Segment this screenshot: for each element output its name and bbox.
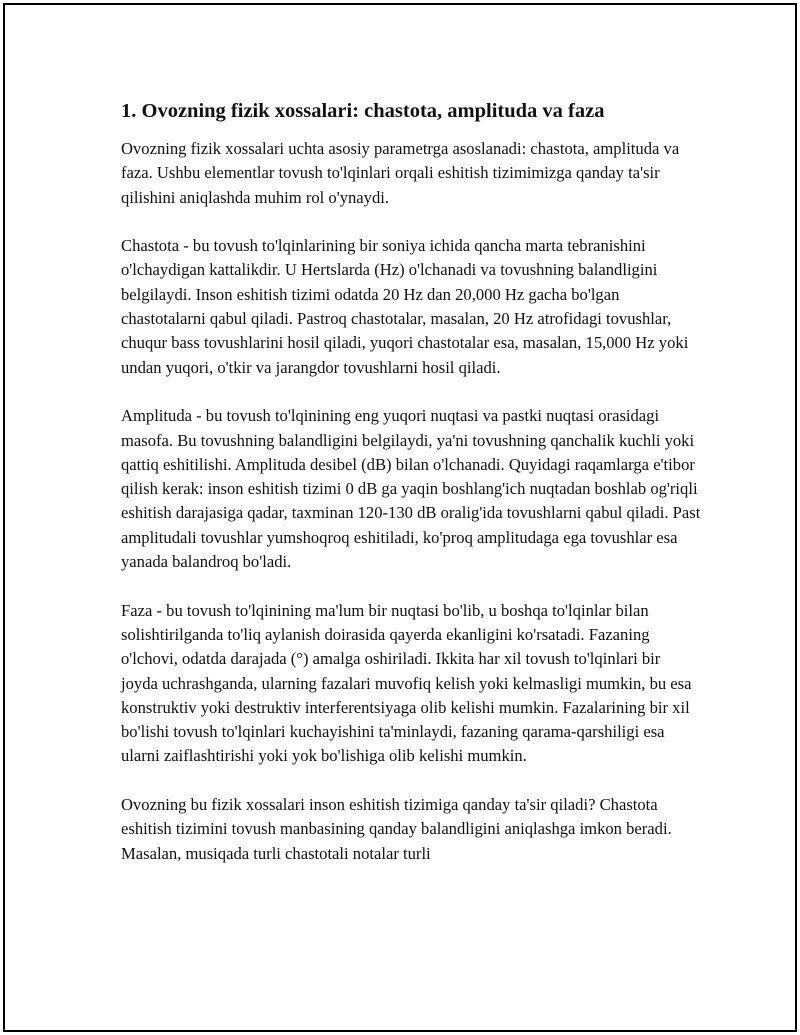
document-body bbox=[121, 97, 701, 890]
paragraph-amplitude: Amplituda - bu tovush to'lqinining eng yuqori nuqtasi va pastki nuqtasi orasidagi masofa. Bu tovushning balandligini belgilaydi, ya'ni tovushning qanchalik kuchli yoki qattiq eshitilishi. Amplituda desibel (dB) bilan o'lchanadi. Quyidagi raqamlarga e'tibor qilish kerak: inson eshitish tizimi 0 dB ga yaqin boshlang'ich nuqtadan boshlab og'riqli eshitish darajasiga qadar, taxminan 120-130 dB oralig'ida tovushlarni qabul qiladi. Past amplitudali tovushlar yumshoqroq eshitiladi, ko'proq amplitudaga ega tovushlar esa yanada balandroq bo'ladi. bbox=[121, 406, 701, 572]
paragraph-intro: Ovozning fizik xossalari uchta asosiy parametrga asoslanadi: chastota, amplituda va faza. Ushbu elementlar tovush to'lqinlari orqali eshitish tizimimizga qanday ta'sir qilishini aniqlashda muhim rol o'ynaydi. bbox=[121, 139, 680, 207]
paragraph-frequency: Chastota - bu tovush to'lqinlarining bir soniya ichida qancha marta tebranishini o'lchaydigan kattalikdir. U Hertslarda (Hz) o'lchanadi va tovushning balandligini belgilaydi. Inson eshitish tizimi odatda 20 Hz dan 20,000 Hz gacha bo'lgan chastotalarni qabul qiladi. Pastroq chastotalar, masalan, 20 Hz atrofidagi tovushlar, chuqur bass tovushlarini hosil qiladi, yuqori chastotalar esa, masalan, 15,000 Hz yoki undan yuqori, o'tkir va jarangdor tovushlarni hosil qiladi. bbox=[121, 236, 689, 377]
document-page bbox=[3, 3, 797, 1032]
section-heading: 1. Ovozning fizik xossalari: chastota, amplituda va faza bbox=[121, 100, 605, 122]
paragraph-effects: Ovozning bu fizik xossalari inson eshitish tizimiga qanday ta'sir qiladi? Chastota eshitish tizimini tovush manbasining qanday balandligini aniqlashga imkon beradi. Masalan, musiqada turli chastotali notalar turli bbox=[121, 795, 672, 863]
paragraph-phase: Faza - bu tovush to'lqinining ma'lum bir nuqtasi bo'lib, u boshqa to'lqinlar bilan solishtirilganda to'liq aylanish doirasida qayerda ekanligini ko'rsatadi. Fazaning o'lchovi, odatda darajada (°) amalga oshiriladi. Ikkita har xil tovush to'lqinlari bir joyda uchrashganda, ularning fazalari muvofiq kelish yoki kelmasligi mumkin, bu esa konstruktiv yoki destruktiv interferentsiyaga olib kelishi mumkin. Fazalarining bir xil bo'lishi tovush to'lqinlari kuchayishini ta'minlaydi, fazaning qarama-qarshiligi esa ularni zaiflashtirishi yoki yok bo'lishiga olib kelishi mumkin. bbox=[121, 600, 692, 766]
